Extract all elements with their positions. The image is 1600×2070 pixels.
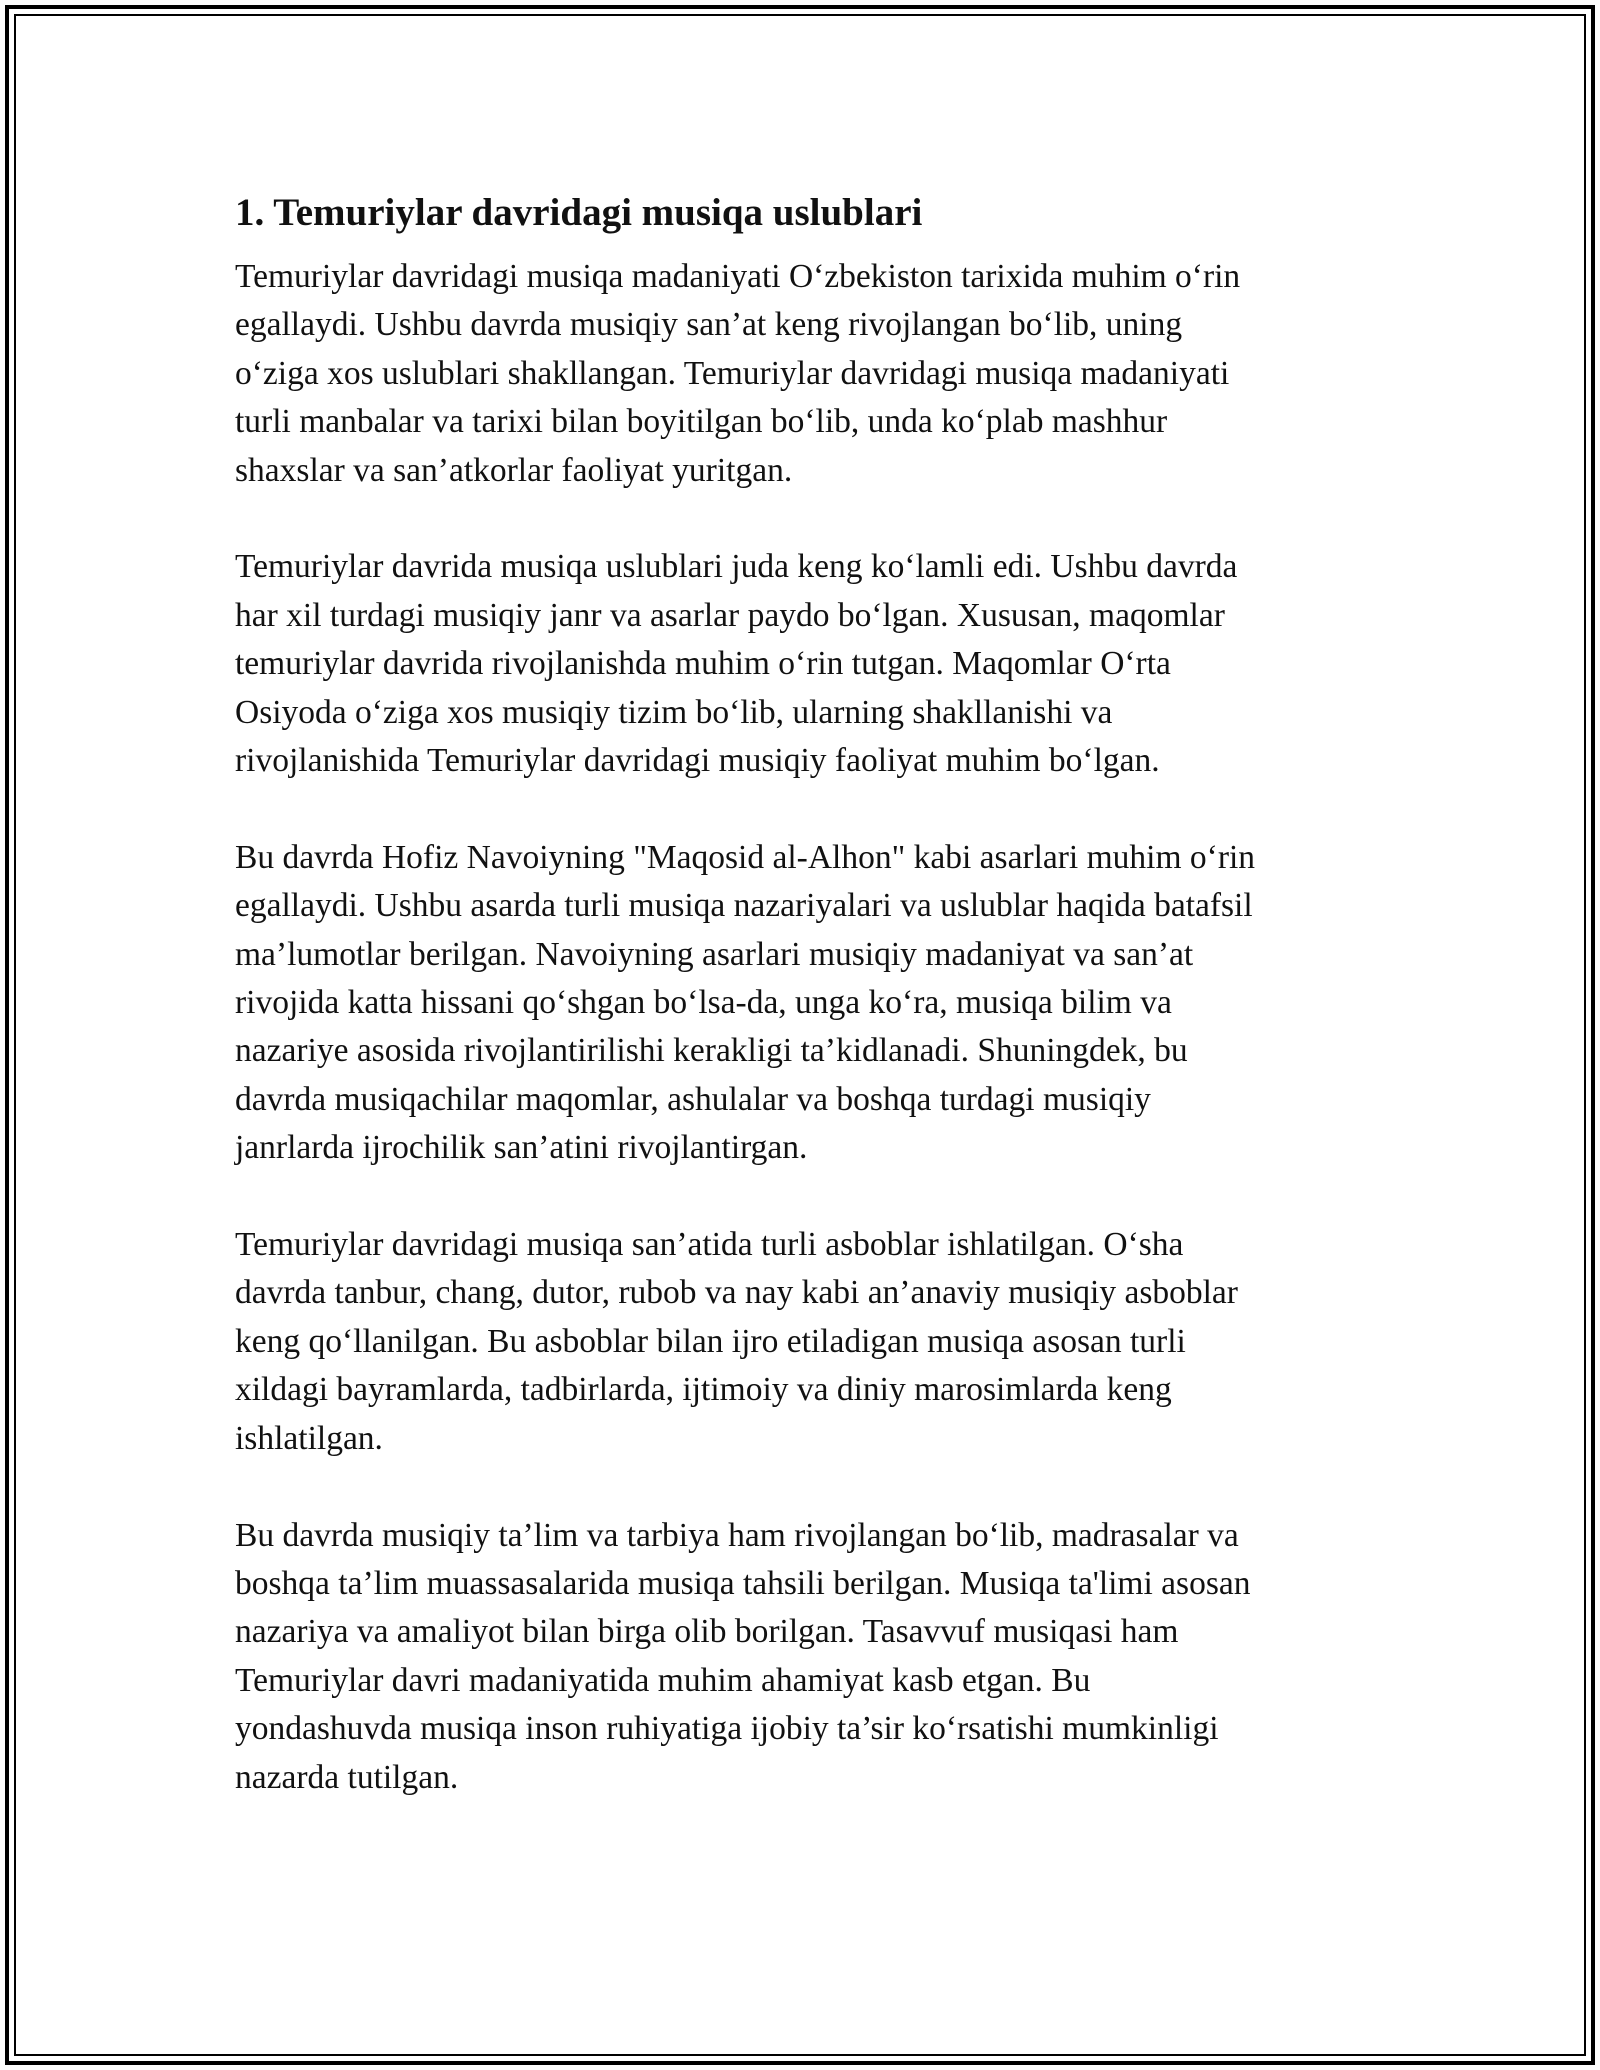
paragraph-line: boshqa ta’lim muassasalarida musiqa tahsili berilgan. Musiqa ta'limi asosan xyxy=(235,1564,1251,1602)
paragraph xyxy=(235,1512,1365,1802)
paragraph-line: egallaydi. Ushbu asarda turli musiqa nazariyalari va uslublar haqida batafsil xyxy=(235,887,1253,925)
paragraph xyxy=(235,1221,1365,1463)
paragraph-line: davrda musiqachilar maqomlar, ashulalar va boshqa turdagi musiqiy xyxy=(235,1080,1151,1118)
paragraph-line: keng qoʻllanilgan. Bu asboblar bilan ijro etiladigan musiqa asosan turli xyxy=(235,1322,1186,1360)
paragraph-line: Temuriylar davri madaniyatida muhim ahamiyat kasb etgan. Bu xyxy=(235,1661,1091,1699)
paragraph-line: Osiyoda oʻziga xos musiqiy tizim boʻlib, ularning shakllanishi va xyxy=(235,693,1113,731)
paragraph-line: temuriylar davrida rivojlanishda muhim oʻrin tutgan. Maqomlar Oʻrta xyxy=(235,645,1171,683)
paragraph-line: nazariye asosida rivojlantirilishi kerakligi ta’kidlanadi. Shuningdek, bu xyxy=(235,1032,1188,1070)
paragraph-line: Temuriylar davridagi musiqa san’atida turli asboblar ishlatilgan. Oʻsha xyxy=(235,1226,1184,1264)
paragraph-line: turli manbalar va tarixi bilan boyitilgan boʻlib, unda koʻplab mashhur xyxy=(235,403,1168,441)
document-body xyxy=(235,185,1365,1850)
paragraph-line: xildagi bayramlarda, tadbirlarda, ijtimoiy va diniy marosimlarda keng xyxy=(235,1371,1172,1409)
paragraph-line: Bu davrda musiqiy ta’lim va tarbiya ham rivojlangan boʻlib, madrasalar va xyxy=(235,1516,1239,1554)
paragraph xyxy=(235,543,1365,785)
paragraph-line: ishlatilgan. xyxy=(235,1419,383,1457)
paragraph-line: oʻziga xos uslublari shakllangan. Temuriylar davridagi musiqa madaniyati xyxy=(235,354,1230,392)
section-heading: 1. Temuriylar davridagi musiqa uslublari xyxy=(235,191,923,234)
paragraph-line: davrda tanbur, chang, dutor, rubob va nay kabi an’anaviy musiqiy asboblar xyxy=(235,1274,1238,1312)
paragraph-line: yondashuvda musiqa inson ruhiyatiga ijobiy ta’sir koʻrsatishi mumkinligi xyxy=(235,1710,1219,1748)
paragraph-line: ma’lumotlar berilgan. Navoiyning asarlari musiqiy madaniyat va san’at xyxy=(235,935,1194,973)
paragraph-line: rivojida katta hissani qoʻshgan boʻlsa-da, unga koʻra, musiqa bilim va xyxy=(235,984,1172,1022)
paragraph xyxy=(235,834,1365,1173)
paragraph-line: janrlarda ijrochilik san’atini rivojlantirgan. xyxy=(235,1129,808,1167)
paragraph-line: Bu davrda Hofiz Navoiyning "Maqosid al-Alhon" kabi asarlari muhim oʻrin xyxy=(235,838,1256,876)
paragraph-line: rivojlanishida Temuriylar davridagi musiqiy faoliyat muhim boʻlgan. xyxy=(235,742,1160,780)
paragraph-line: har xil turdagi musiqiy janr va asarlar paydo boʻlgan. Xususan, maqomlar xyxy=(235,596,1225,634)
paragraph-line: Temuriylar davridagi musiqa madaniyati Oʻzbekiston tarixida muhim oʻrin xyxy=(235,258,1241,295)
paragraph-line: nazarda tutilgan. xyxy=(235,1758,459,1796)
paragraph-line: egallaydi. Ushbu davrda musiqiy san’at keng rivojlangan boʻlib, uning xyxy=(235,306,1183,344)
paragraph xyxy=(235,253,1365,495)
paragraph-line: shaxslar va san’atkorlar faoliyat yuritgan. xyxy=(235,451,793,489)
paragraph-line: nazariya va amaliyot bilan birga olib borilgan. Tasavvuf musiqasi ham xyxy=(235,1613,1179,1651)
paragraph-list xyxy=(235,253,1365,1802)
paragraph-line: Temuriylar davrida musiqa uslublari juda keng koʻlamli edi. Ushbu davrda xyxy=(235,548,1238,586)
